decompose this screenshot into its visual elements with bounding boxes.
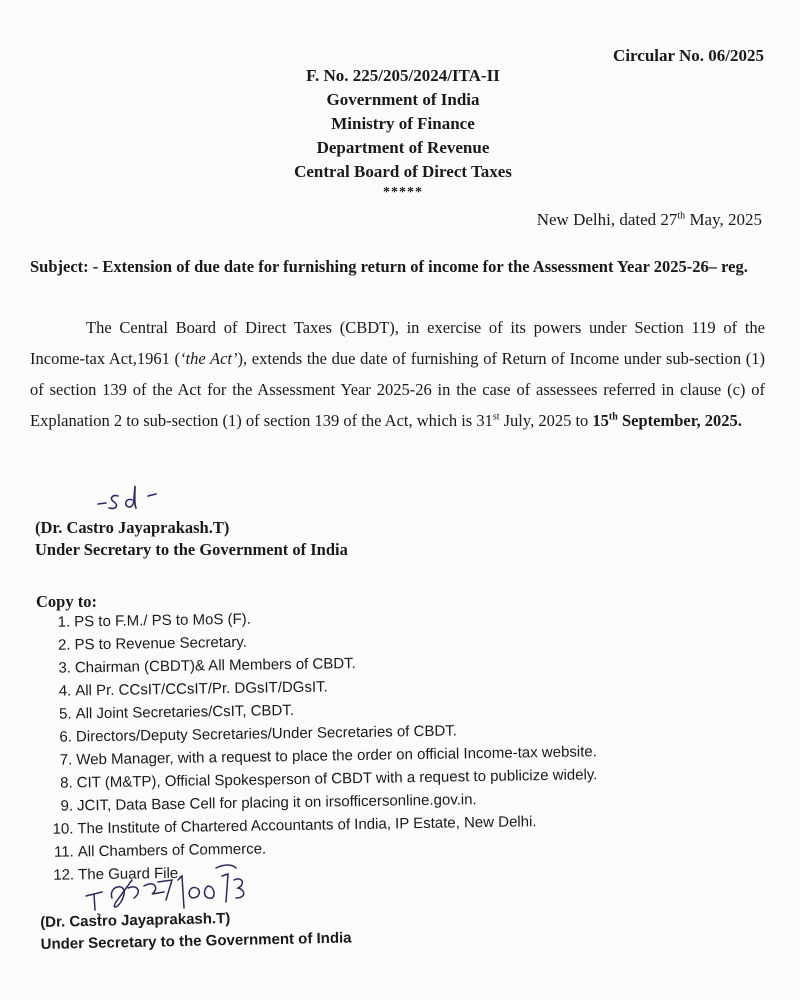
- copy-to-heading: Copy to:: [36, 592, 97, 611]
- subject-line: Subject: - Extension of due date for furnishing return of income for the Assessment Year 2025-26– reg.: [30, 257, 748, 276]
- new-due-date: 15th September, 2025.: [592, 411, 742, 430]
- date-ordinal: th: [677, 210, 686, 222]
- date-rest: May, 2025: [685, 210, 762, 229]
- list-item: 2. PS to Revenue Secretary.: [57, 633, 247, 654]
- act-reference: ‘the Act’: [180, 349, 238, 368]
- date-line: [537, 210, 762, 230]
- list-item: 4. All Pr. CCsIT/CCsIT/Pr. DGsIT/DGsIT.: [58, 678, 328, 700]
- ministry-name: Ministry of Finance: [331, 114, 475, 133]
- body-paragraph: The Central Board of Direct Taxes (CBDT), in exercise of its powers under Section 119 of the Income-tax Act,1961 (‘the Act’), extends the due date of furnishing of Return of Income under sub-section (1) of section 139 of the Act for the Assessment Year 2025-26 in the case of assessees referred in clause (c) of Explanation 2 to sub-section (1) of section 139 of the Act, which is 31st July, 2025 to 15th September, 2025.: [30, 318, 765, 430]
- file-number: F. No. 225/205/2024/ITA-II: [306, 66, 500, 85]
- signatory-name: (Dr. Castro Jayaprakash.T): [35, 518, 230, 537]
- signatory-title: Under Secretary to the Government of India: [35, 540, 348, 559]
- government-name: Government of India: [326, 90, 480, 109]
- signature-sd-mark: [96, 482, 166, 521]
- board-name: Central Board of Direct Taxes: [294, 162, 512, 181]
- bottom-signatory-title: Under Secretary to the Government of India: [40, 929, 352, 953]
- list-item: 11. All Chambers of Commerce.: [53, 840, 267, 861]
- bottom-signatory-name: (Dr. Castro Jayaprakash.T): [40, 910, 231, 931]
- bottom-signatory-block: [40, 905, 352, 956]
- department-name: Department of Revenue: [316, 138, 490, 157]
- list-item: 8. CIT (M&TP), Official Spokesperson of CBDT with a request to publicize widely.: [60, 766, 598, 792]
- list-item: 10. The Institute of Chartered Accountants of India, IP Estate, New Delhi.: [52, 813, 537, 838]
- list-item: 7. Web Manager, with a request to place the order on official Income-tax website.: [59, 743, 597, 769]
- copy-to-list: [38, 602, 599, 887]
- circular-number: Circular No. 06/2025: [613, 46, 764, 65]
- header-separator-stars: *****: [383, 185, 423, 200]
- document-header: [0, 64, 800, 200]
- list-item: 1. PS to F.M./ PS to MoS (F).: [57, 610, 252, 631]
- list-item: 12. The Guard File.: [53, 864, 183, 884]
- list-item: 9. JCIT, Data Base Cell for placing it on irsofficersonline.gov.in.: [60, 791, 477, 815]
- date-prefix: New Delhi, dated 27: [536, 210, 678, 229]
- list-item: 3. Chairman (CBDT)& All Members of CBDT.: [58, 655, 356, 677]
- list-item: 6. Directors/Deputy Secretaries/Under Secretaries of CBDT.: [59, 722, 458, 746]
- list-item: 5. All Joint Secretaries/CsIT, CBDT.: [58, 701, 295, 723]
